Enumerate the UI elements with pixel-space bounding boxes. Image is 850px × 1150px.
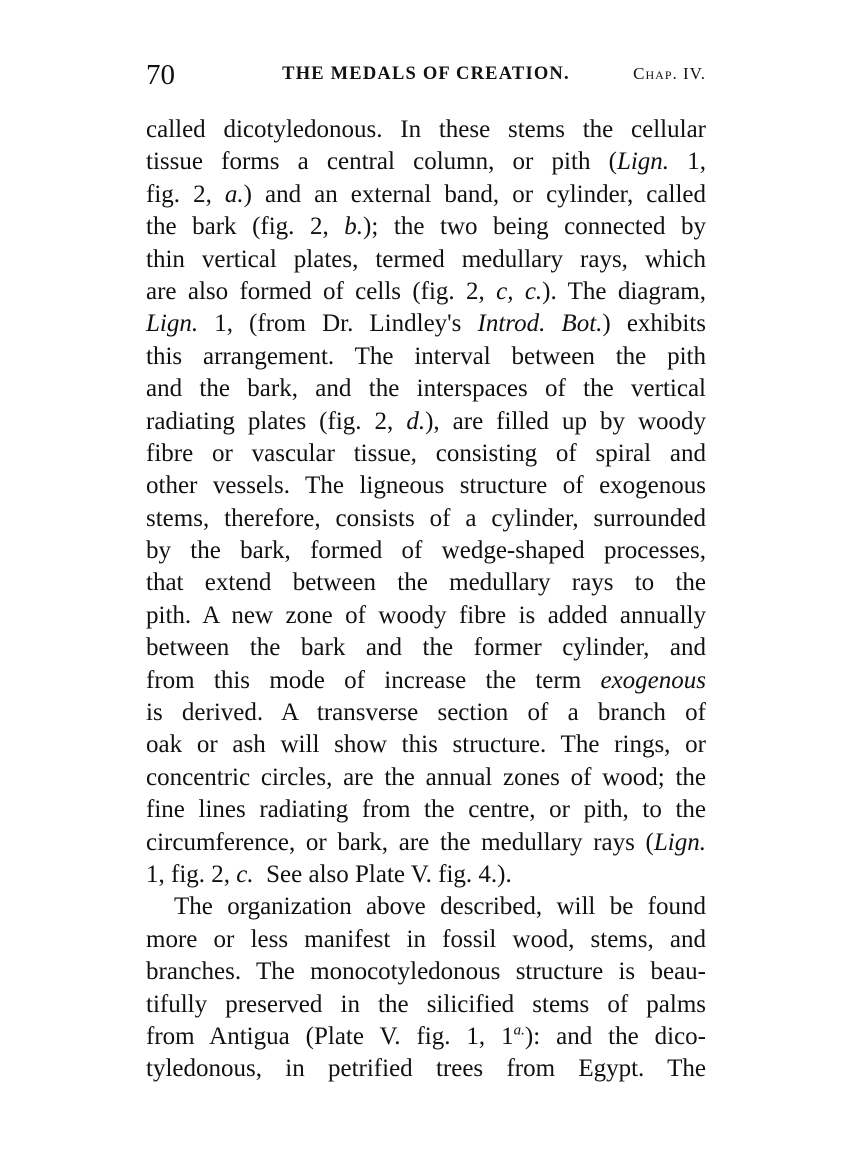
text-segment: 1, (from Dr. Lindley's	[198, 310, 478, 338]
text-line	[146, 1021, 706, 1053]
text-segment: branches. The monocotyledonous structure is beau-	[146, 958, 706, 986]
text-segment: the bark (fig. 2,	[146, 213, 345, 241]
text-line	[146, 729, 706, 761]
text-line	[146, 308, 706, 340]
chapter-label: Chap. IV.	[633, 64, 706, 83]
text-segment: is derived. A transverse section of a branch of	[146, 699, 706, 727]
text-segment: and the bark, and the interspaces of the vertical	[146, 375, 706, 403]
italic-text: a.	[224, 180, 244, 208]
text-segment: concentric circles, are the annual zones of wood; the	[146, 763, 706, 791]
italic-text: a.	[513, 1022, 525, 1039]
text-line	[146, 276, 706, 308]
text-line	[146, 146, 706, 178]
text-segment: fibre or vascular tissue, consisting of spiral and	[146, 439, 706, 467]
text-segment: called dicotyledonous. In these stems the cellular	[146, 116, 706, 143]
text-segment: See also Plate V. fig. 4.).	[253, 860, 512, 888]
text-segment: ), are filled up by woody	[425, 407, 707, 435]
text-segment: ). The diagram,	[542, 277, 707, 305]
text-line	[146, 600, 706, 632]
text-segment: oak or ash will show this structure. The rings, or	[146, 731, 706, 759]
text-line	[146, 438, 706, 470]
text-line	[146, 211, 706, 243]
text-segment: thin vertical plates, termed medullary rays, which	[146, 245, 706, 273]
text-segment: ) exhibits	[602, 310, 706, 338]
body-text	[146, 114, 706, 1086]
text-segment: from this mode of increase the term	[146, 666, 601, 694]
text-line	[146, 470, 706, 502]
text-line	[146, 406, 706, 438]
text-line	[146, 114, 706, 146]
text-segment: The organization above described, will be found	[174, 893, 706, 921]
text-line	[146, 503, 706, 535]
text-line	[146, 341, 706, 373]
italic-text: Lign.	[653, 828, 706, 856]
italic-text: c.	[236, 860, 254, 888]
text-line	[146, 762, 706, 794]
text-segment: by the bark, formed of wedge-shaped processes,	[146, 537, 706, 565]
text-segment: radiating plates (fig. 2,	[146, 407, 407, 435]
italic-text: Lign.	[146, 310, 199, 338]
text-line	[146, 567, 706, 599]
text-segment: more or less manifest in fossil wood, stems, and	[146, 925, 706, 953]
text-segment: fine lines radiating from the centre, or pith, to the	[146, 796, 706, 824]
text-segment: ) and an external band, or cylinder, called	[243, 180, 706, 208]
text-segment: pith. A new zone of woody fibre is added annually	[146, 601, 706, 629]
page-header	[146, 60, 706, 90]
text-line	[146, 373, 706, 405]
text-line	[146, 859, 706, 891]
text-segment: between the bark and the former cylinder, and	[146, 634, 706, 662]
text-segment: other vessels. The ligneous structure of exogenous	[146, 472, 706, 500]
italic-text: b.	[344, 213, 364, 241]
text-segment: 1,	[669, 148, 706, 176]
text-segment: ); the two being connected by	[363, 213, 707, 241]
italic-text: Lign.	[616, 148, 670, 176]
text-line	[146, 179, 706, 211]
text-segment: from Antigua (Plate V. fig. 1, 1	[146, 1022, 514, 1050]
text-segment: 1, fig. 2,	[146, 860, 237, 888]
text-line	[146, 535, 706, 567]
text-line	[146, 632, 706, 664]
text-segment: that extend between the medullary rays to the	[146, 569, 706, 597]
italic-text: d.	[406, 407, 426, 435]
text-segment: are also formed of cells (fig. 2,	[146, 277, 497, 305]
text-line	[146, 1053, 706, 1085]
italic-text: Introd. Bot.	[477, 310, 603, 338]
italic-text: c, c.	[496, 277, 543, 305]
page-number: 70	[146, 59, 175, 91]
text-segment: circumference, or bark, are the medullary rays (	[146, 828, 654, 856]
text-line	[146, 827, 706, 859]
text-line	[146, 924, 706, 956]
text-segment: tifully preserved in the silicified stems of palms	[146, 990, 706, 1018]
text-segment: ): and the dico-	[524, 1022, 706, 1050]
text-segment: tyledonous, in petrified trees from Egypt. The	[146, 1055, 706, 1083]
text-line	[146, 989, 706, 1021]
running-title: THE MEDALS OF CREATION.	[282, 64, 570, 84]
text-segment: stems, therefore, consists of a cylinder, surrounded	[146, 504, 706, 532]
text-line	[146, 665, 706, 697]
text-segment: this arrangement. The interval between the pith	[146, 342, 706, 370]
text-line	[146, 891, 706, 923]
italic-text: exogenous	[600, 666, 706, 694]
text-segment: tissue forms a central column, or pith (	[146, 148, 617, 176]
text-line	[146, 956, 706, 988]
text-segment: fig. 2,	[146, 180, 225, 208]
text-line	[146, 697, 706, 729]
text-line	[146, 244, 706, 276]
text-line	[146, 794, 706, 826]
